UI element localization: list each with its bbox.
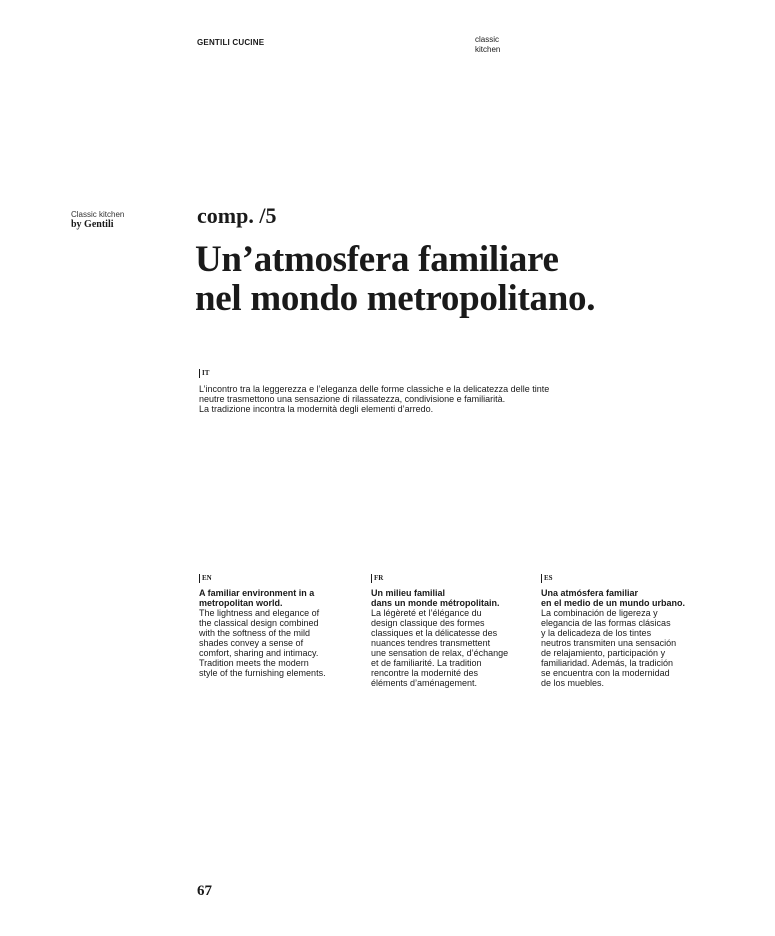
title-line: metropolitan world. xyxy=(199,598,283,608)
body-line: classiques et la délicatesse des xyxy=(371,628,498,638)
title-line: A familiar environment in a xyxy=(199,588,315,598)
italian-line: La tradizione incontra la modernità degli elementi d’arredo. xyxy=(199,404,434,414)
body-line: de relajamiento, participación y xyxy=(541,648,666,658)
category-label xyxy=(475,35,500,55)
body-line: La combinación de ligereza y xyxy=(541,608,658,618)
body-line: the classical design combined xyxy=(199,618,319,628)
body-line: neutros transmiten una sensación xyxy=(541,638,677,648)
body-line: style of the furnishing elements. xyxy=(199,668,326,678)
italian-line: neutre trasmettono una sensazione di rilassatezza, condivisione e familiarità. xyxy=(199,394,506,404)
body-line: se encuentra con la modernidad xyxy=(541,668,670,678)
language-tag-es: ES xyxy=(541,574,553,583)
title-line: Un milieu familial xyxy=(371,588,446,598)
spanish-body xyxy=(541,608,701,688)
language-tag-en: EN xyxy=(199,574,212,583)
page-headline xyxy=(195,240,595,318)
body-line: with the softness of the mild xyxy=(199,628,311,638)
side-caption xyxy=(71,210,124,230)
body-line: Tradition meets the modern xyxy=(199,658,309,668)
brand-name: GENTILI CUCINE xyxy=(197,38,265,47)
body-line: nuances tendres transmettent xyxy=(371,638,491,648)
english-body xyxy=(199,608,359,678)
side-caption-line-1: Classic kitchen xyxy=(71,210,125,219)
title-line: en el medio de un mundo urbano. xyxy=(541,598,686,608)
body-line: elegancia de las formas clásicas xyxy=(541,618,671,628)
body-line: de los muebles. xyxy=(541,678,605,688)
side-caption-line-2: by Gentili xyxy=(71,219,114,230)
french-column xyxy=(371,567,531,688)
body-line: shades convey a sense of xyxy=(199,638,304,648)
headline-line-1: Un’atmosfera familiare xyxy=(195,239,559,280)
composition-label: comp. /5 xyxy=(197,203,277,228)
language-tag-it: IT xyxy=(199,369,209,378)
spanish-column xyxy=(541,567,701,688)
body-line: The lightness and elegance of xyxy=(199,608,320,618)
category-line-1: classic xyxy=(475,35,500,44)
headline-line-2: nel mondo metropolitano. xyxy=(195,278,596,319)
body-line: y la delicadeza de los tintes xyxy=(541,628,652,638)
body-line: comfort, sharing and intimacy. xyxy=(199,648,319,658)
body-line: et de familiarité. La tradition xyxy=(371,658,482,668)
italian-line: L’incontro tra la leggerezza e l’eleganza delle forme classiche e la delicatezza delle tinte xyxy=(199,384,550,394)
title-line: Una atmósfera familiar xyxy=(541,588,639,598)
english-title xyxy=(199,588,359,608)
body-line: une sensation de relax, d’échange xyxy=(371,648,509,658)
title-line: dans un monde métropolitain. xyxy=(371,598,500,608)
italian-text-block xyxy=(199,362,619,414)
language-tag-fr: FR xyxy=(371,574,383,583)
italian-paragraph xyxy=(199,384,619,414)
category-line-2: kitchen xyxy=(475,45,501,54)
english-column xyxy=(199,567,359,678)
body-line: familiaridad. Además, la tradición xyxy=(541,658,674,668)
french-title xyxy=(371,588,531,608)
page-number: 67 xyxy=(197,883,212,899)
body-line: La légèreté et l’élégance du xyxy=(371,608,482,618)
body-line: éléments d’aménagement. xyxy=(371,678,478,688)
french-body xyxy=(371,608,531,688)
body-line: rencontre la modernité des xyxy=(371,668,479,678)
spanish-title xyxy=(541,588,701,608)
body-line: design classique des formes xyxy=(371,618,485,628)
